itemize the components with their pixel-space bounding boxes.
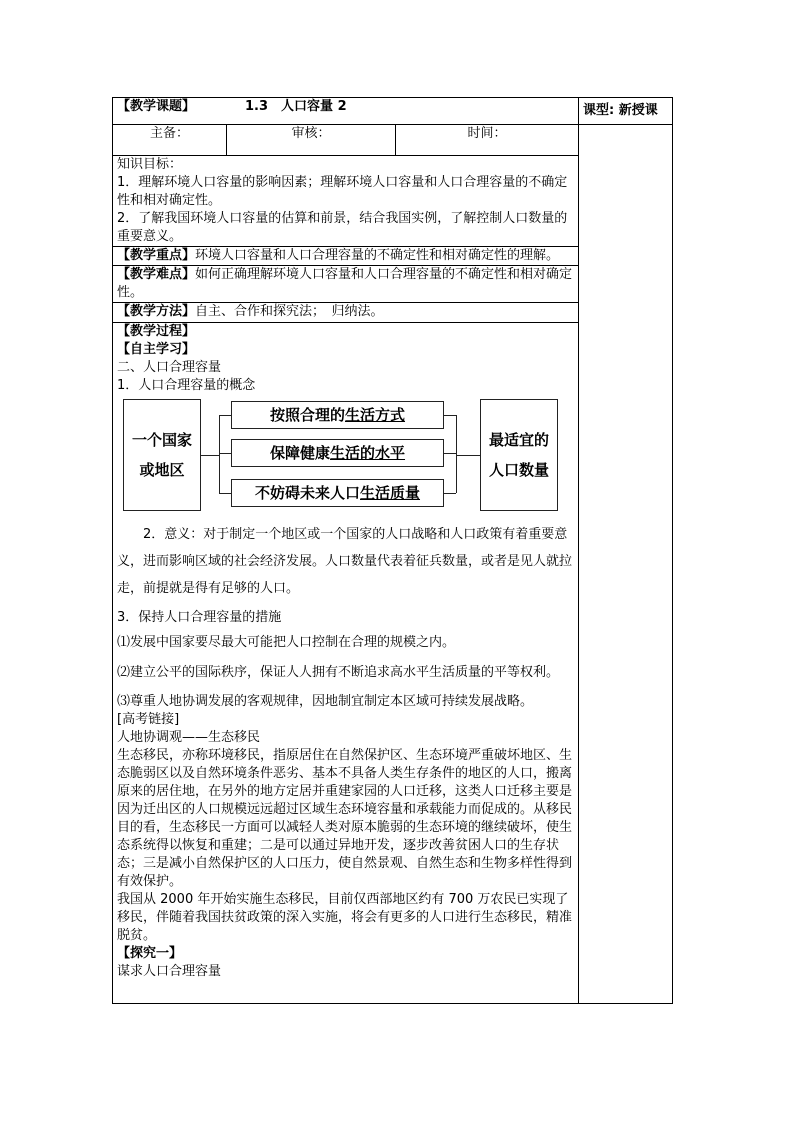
bracket-right-top: [444, 415, 456, 416]
section-heading: 二、人口合理容量: [117, 360, 222, 375]
mid2-underline: 生活的水平: [330, 444, 406, 462]
explore-label: 【探究一】: [117, 946, 183, 961]
side-notes-column: [579, 125, 673, 1004]
diagram-right-line2: 人口数量: [488, 461, 549, 479]
diagram-left-box: [123, 399, 201, 511]
lesson-type: 课型: 新授课: [579, 98, 673, 125]
method-cell: [113, 303, 579, 323]
eco-title: 人地协调观——生态移民: [117, 730, 261, 745]
explore-text: 谋求人口合理容量: [117, 964, 222, 979]
measure-2: ⑵建立公平的国际秩序，保证人人拥有不断追求高水平生活质量的平等权利。: [117, 665, 560, 680]
bracket-left-mid: [219, 453, 231, 454]
difficulty-label: 【教学难点】: [117, 267, 196, 282]
process-cell: [113, 323, 579, 1004]
mid2-text: 保障健康: [269, 444, 330, 462]
eco-paragraph: 生态移民，亦称环境移民，指原居住在自然保护区、生态环境严重破坏地区、生态脆弱区以及自然环境条件恶劣、基本不具备人类生存条件的地区的人口，搬离原来的居住地，在另外的地方定居并重建家园的人口迁移，这类人口迁移主要是因为迁出区的人口规模远远超过区域生态环境容量和承载能力而促成的。从移民目的看，生态移民一方面可以减轻人类对原本脆弱的生态环境的继续破坏，使生态系统得以恢复和重建；二是可以通过异地开发，逐步改善贫困人口的生存状态；三是减小自然保护区的人口压力，使自然景观、自然生态和生物多样性得到有效保护。: [117, 748, 573, 889]
measure-1: ⑴发展中国家要尽最大可能把人口控制在合理的规模之内。: [117, 635, 456, 650]
diagram-left-line2: 或地区: [139, 461, 185, 479]
concept-title: 1．人口合理容量的概念: [117, 378, 256, 393]
self-study-label: 【自主学习】: [117, 342, 196, 357]
bracket-right: [456, 415, 457, 493]
time-field: 时间：: [396, 125, 579, 156]
measure-3: ⑶尊重人地协调发展的客观规律，因地制宜制定本区域可持续发展战略。: [117, 694, 534, 709]
difficulty-text: 如何正确理解环境人口容量和人口合理容量的不确定性和相对确定性。: [117, 267, 573, 300]
bracket-right-mid: [444, 453, 456, 454]
preparer-field: 主备：: [113, 125, 227, 156]
topic-title: 1.3 人口容量 2: [245, 99, 347, 114]
difficulty-cell: [113, 266, 579, 303]
concept-diagram: [123, 399, 563, 515]
reviewer-field: 审核：: [227, 125, 396, 156]
mid3-text: 不妨碍未来人口: [254, 484, 360, 502]
bracket-left-top: [219, 415, 231, 416]
method-text: 自主、合作和探究法； 归纳法。: [195, 304, 384, 319]
objectives-cell: [113, 156, 579, 247]
key-point-text: 环境人口容量和人口合理容量的不确定性和相对确定性的理解。: [195, 248, 560, 263]
meaning-paragraph: 2．意义：对于制定一个地区或一个国家的人口战略和人口政策有着重要意义，进而影响区域的社会经济发展。人口数量代表着征兵数量，或者是见人就拉走，前提就是得有足够的人口。: [117, 527, 573, 596]
objectives-title: 知识目标：: [117, 157, 183, 172]
key-point-cell: [113, 247, 579, 266]
process-label: 【教学过程】: [117, 324, 196, 339]
bracket-left: [219, 415, 220, 493]
key-point-label: 【教学重点】: [117, 248, 196, 263]
topic-label: 【教学课题】: [117, 99, 196, 114]
measures-title: 3．保持人口合理容量的措施: [117, 610, 282, 625]
connector-left: [201, 455, 219, 456]
lesson-plan-table: [112, 97, 673, 1004]
topic-cell: [113, 98, 579, 125]
method-label: 【教学方法】: [117, 304, 196, 319]
exam-link-label: [高考链接]: [117, 712, 180, 727]
eco-paragraph-2: 我国从 2000 年开始实施生态移民，目前仅西部地区约有 700 万农民已实现了移民，伴随着我国扶贫政策的深入实施，将会有更多的人口进行生态移民，精准脱贫。: [117, 892, 573, 943]
diagram-mid-box-1: [231, 401, 444, 429]
diagram-right-line1: 最适宜的: [488, 431, 549, 449]
bracket-left-bottom: [219, 493, 231, 494]
mid1-underline: 生活方式: [345, 406, 406, 424]
diagram-right-box: [480, 399, 558, 511]
mid1-text: 按照合理的: [269, 406, 345, 424]
connector-right: [456, 455, 480, 456]
diagram-left-line1: 一个国家: [131, 431, 192, 449]
objective-2: 2．了解我国环境人口容量的估算和前景，结合我国实例，了解控制人口数量的重要意义。: [117, 211, 568, 244]
mid3-underline: 生活质量: [360, 484, 421, 502]
objective-1: 1．理解环境人口容量的影响因素；理解环境人口容量和人口合理容量的不确定性和相对确定性。: [117, 175, 568, 208]
diagram-mid-box-2: [231, 439, 444, 467]
diagram-mid-box-3: [231, 479, 444, 507]
bracket-right-bottom: [444, 493, 456, 494]
lesson-plan-page: [112, 97, 672, 1024]
